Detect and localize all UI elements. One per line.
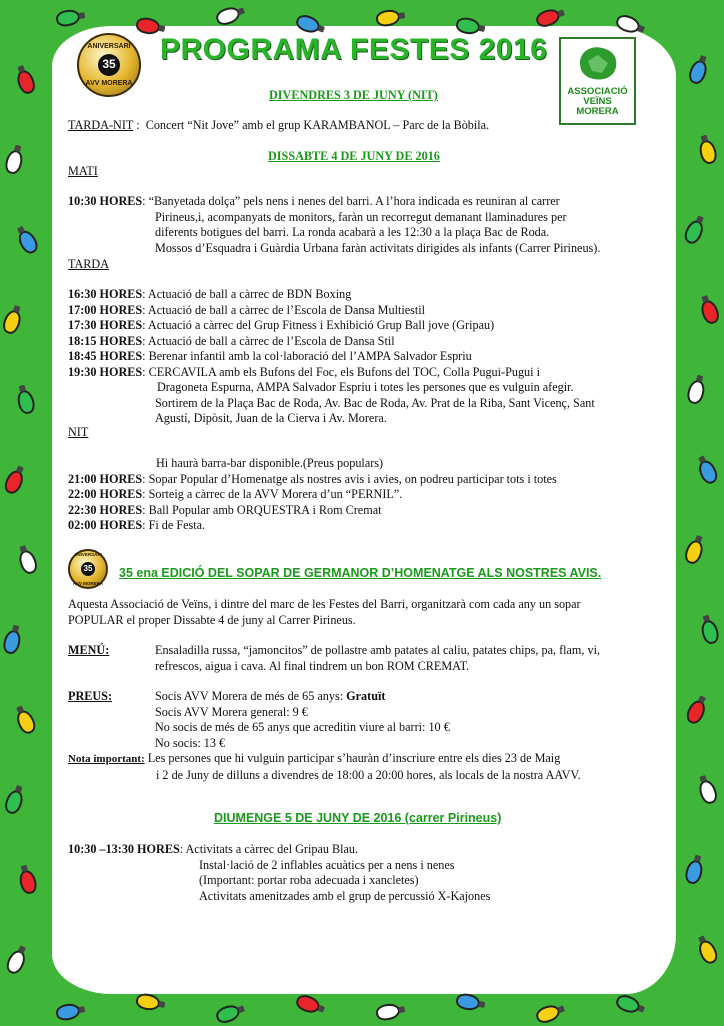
- mati-line-1: Pirineus,i, acompanyats de monitors, faràn un recorregut demanant llaminadures per: [155, 209, 567, 224]
- preus-label: PREUS:: [68, 689, 113, 703]
- nit-intro: Hi haurà barra-bar disponible.(Preus populars): [156, 456, 384, 470]
- menu-line-1: refrescos, aigua i cava. Al final tindrem un bon ROM CREMAT.: [155, 658, 470, 673]
- friday-sep: :: [133, 118, 140, 132]
- sopar-intro-0: Aquesta Associació de Veïns, i dintre del marc de les Festes del Barri, organitzarà com cada any un sopar: [68, 597, 581, 611]
- association-logo: [559, 37, 636, 125]
- logo-line-2: VEÏNS: [583, 96, 612, 107]
- item-time: 17:00 HORES: [68, 302, 143, 317]
- list-item: [68, 349, 668, 365]
- item-text: : Actuació a càrrec del Grup Fitness i Exhibició Grup Ball jove (Gripau): [142, 318, 495, 332]
- map-leaf-icon: [574, 43, 622, 85]
- list-item: [68, 287, 668, 303]
- nota-label: Nota important:: [68, 753, 145, 765]
- badge-bottom-text: AVV MORERA: [85, 80, 133, 87]
- item-text: : Actuació de ball a càrrec de l’Escola de Dansa Multiestil: [142, 302, 426, 317]
- list-item: [68, 503, 668, 519]
- sopar-intro-1: POPULAR el proper Dissabte 4 de juny al Carrer Pirineus.: [68, 612, 356, 627]
- friday-text: Concert “Nit Jove” amb el grup KARAMBANOL – Parc de la Bòbila.: [145, 118, 490, 132]
- item-time: 16:30 HORES: [68, 287, 143, 301]
- friday-label: TARDA-NIT: [68, 118, 134, 132]
- list-item: [68, 318, 668, 334]
- nota-line-1: i 2 de Juny de dilluns a divendres de 18:00 a 20:00 hores, als locals de la nostra AAVV.: [156, 767, 581, 782]
- item-text: : Actuació de ball a càrrec de BDN Boxing: [142, 287, 352, 301]
- list-item: [68, 472, 668, 488]
- badge-top-text: ANIVERSARI: [74, 551, 102, 557]
- sunday-line-1: Instal·lació de 2 inflables acuàtics per a nens i nenes: [199, 857, 455, 872]
- badge-bottom-text: AVV MORERA: [72, 581, 104, 586]
- mati-line-0: : “Banyetada dolça” pels nens i nenes del barri. A l’hora indicada es reuniran al carrer: [142, 194, 560, 208]
- sunday-line-0: : Activitats a càrrec del Gripau Blau.: [179, 842, 359, 856]
- sopar-intro: [68, 597, 668, 628]
- item-text: : Actuació de ball a càrrec de l’Escola de Dansa Stil: [142, 333, 395, 348]
- menu-text: [155, 643, 670, 674]
- item-time: 22:00 HORES: [68, 487, 143, 501]
- logo-line-1: ASSOCIACIÓ: [567, 86, 628, 97]
- sunday-block: [68, 842, 668, 904]
- preus-free: Gratuït: [346, 689, 386, 703]
- badge-top-text: ANIVERSARI: [87, 42, 131, 50]
- mati-block: [68, 194, 668, 256]
- sunday-line-2: (Important: portar roba adecuada i xancletes): [199, 873, 419, 887]
- badge-number: 35: [81, 562, 95, 576]
- list-item: [68, 334, 668, 350]
- list-item: [68, 365, 668, 381]
- item-time: 22:30 HORES: [68, 502, 143, 517]
- item-time: 17:30 HORES: [68, 318, 143, 332]
- tarda-list: [68, 287, 668, 427]
- menu-line-0: Ensaladilla russa, “jamoncitos” de pollastre amb patates al caliu, patates chips, pa, flam, vi,: [155, 643, 601, 657]
- preus-line-2: Socis AVV Morera general: 9 €: [155, 704, 308, 719]
- badge-number: 35: [98, 54, 120, 76]
- mati-label: MATI: [68, 164, 98, 178]
- item-text: : Sopar Popular d’Homenatge als nostres avis i avies, on podreu participar tots i totes: [142, 471, 557, 486]
- preus-line-1: Socis AVV Morera de més de 65 anys:: [155, 689, 347, 703]
- mati-line-2: diferents botigues del barri. La ronda acabarà a les 12:30 a la plaça Bac de Roda.: [155, 225, 550, 239]
- nit-list: [68, 456, 668, 534]
- item-text: : Sorteig a càrrec de la AVV Morera d’un “PERNIL”.: [142, 487, 403, 501]
- item-time: 02:00 HORES: [68, 518, 143, 532]
- item-time: 21:00 HORES: [68, 471, 143, 486]
- item-text: : CERCAVILA amb els Bufons del Foc, els Bufons del TOC, Colla Pugui-Pugui i: [142, 364, 540, 379]
- item-time: 18:15 HORES: [68, 333, 143, 348]
- sunday-heading: DIUMENGE 5 DE JUNY DE 2016 (carrer Pirineus): [214, 811, 502, 825]
- anniversary-badge: [77, 33, 141, 97]
- preus-list: [155, 689, 670, 751]
- mati-time: 10:30 HORES: [68, 194, 143, 208]
- item-text: : Berenar infantil amb la col·laboració del l’AMPA Salvador Espriu: [142, 349, 472, 363]
- logo-line-3: MORERA: [576, 106, 619, 117]
- nota-line-0: Les persones que hi vulguin participar s’hauràn d’inscriure entre els dies 23 de Maig: [144, 751, 561, 765]
- sunday-line-3: Activitats amenitzades amb el grup de percussió X-Kajones: [199, 888, 491, 903]
- list-item: [68, 303, 668, 319]
- preus-line-4: No socis: 13 €: [155, 735, 226, 750]
- item-text: : Fi de Festa.: [142, 518, 206, 532]
- item-time: 19:30 HORES: [68, 364, 143, 379]
- nota-block: [68, 751, 668, 783]
- item-time: 18:45 HORES: [68, 349, 143, 363]
- list-item: [68, 487, 668, 503]
- nit-label: NIT: [68, 425, 89, 439]
- menu-label: MENÚ:: [68, 643, 110, 657]
- cercavila-line-2: Agustí, Dipòsit, Juan de la Cierva i Av. Morera.: [155, 411, 387, 425]
- sunday-time: 10:30 –13:30 HORES: [68, 842, 180, 856]
- cercavila-line-1: Sortirem de la Plaça Bac de Roda, Av. Bac de Roda, Av. Prat de la Riba, Sant Vicenç, Sant: [155, 395, 595, 410]
- cercavila-line-0: Dragoneta Espurna, AMPA Salvador Espriu i totes les persones que es vulguin afegir.: [157, 380, 574, 394]
- item-text: : Ball Popular amb ORQUESTRA i Rom Cremat: [142, 502, 382, 517]
- friday-line: [68, 118, 489, 134]
- preus-line-3: No socis de més de 65 anys que acreditin viure al barri: 10 €: [155, 720, 450, 734]
- page-title: PROGRAMA FESTES 2016: [160, 33, 548, 66]
- anniversary-badge-small: [68, 549, 108, 589]
- mati-line-3: Mossos d’Esquadra i Guàrdia Urbana faràn activitats dirigides als infants (Carrer Pirineus).: [155, 240, 601, 255]
- friday-heading: DIVENDRES 3 DE JUNY (NIT): [269, 88, 438, 102]
- tarda-label: TARDA: [68, 257, 110, 271]
- sopar-heading: 35 ena EDICIÓ DEL SOPAR DE GERMANOR D’HOMENATGE ALS NOSTRES AVIS.: [119, 566, 602, 580]
- saturday-heading: DISSABTE 4 DE JUNY DE 2016: [268, 149, 440, 163]
- list-item: [68, 518, 668, 534]
